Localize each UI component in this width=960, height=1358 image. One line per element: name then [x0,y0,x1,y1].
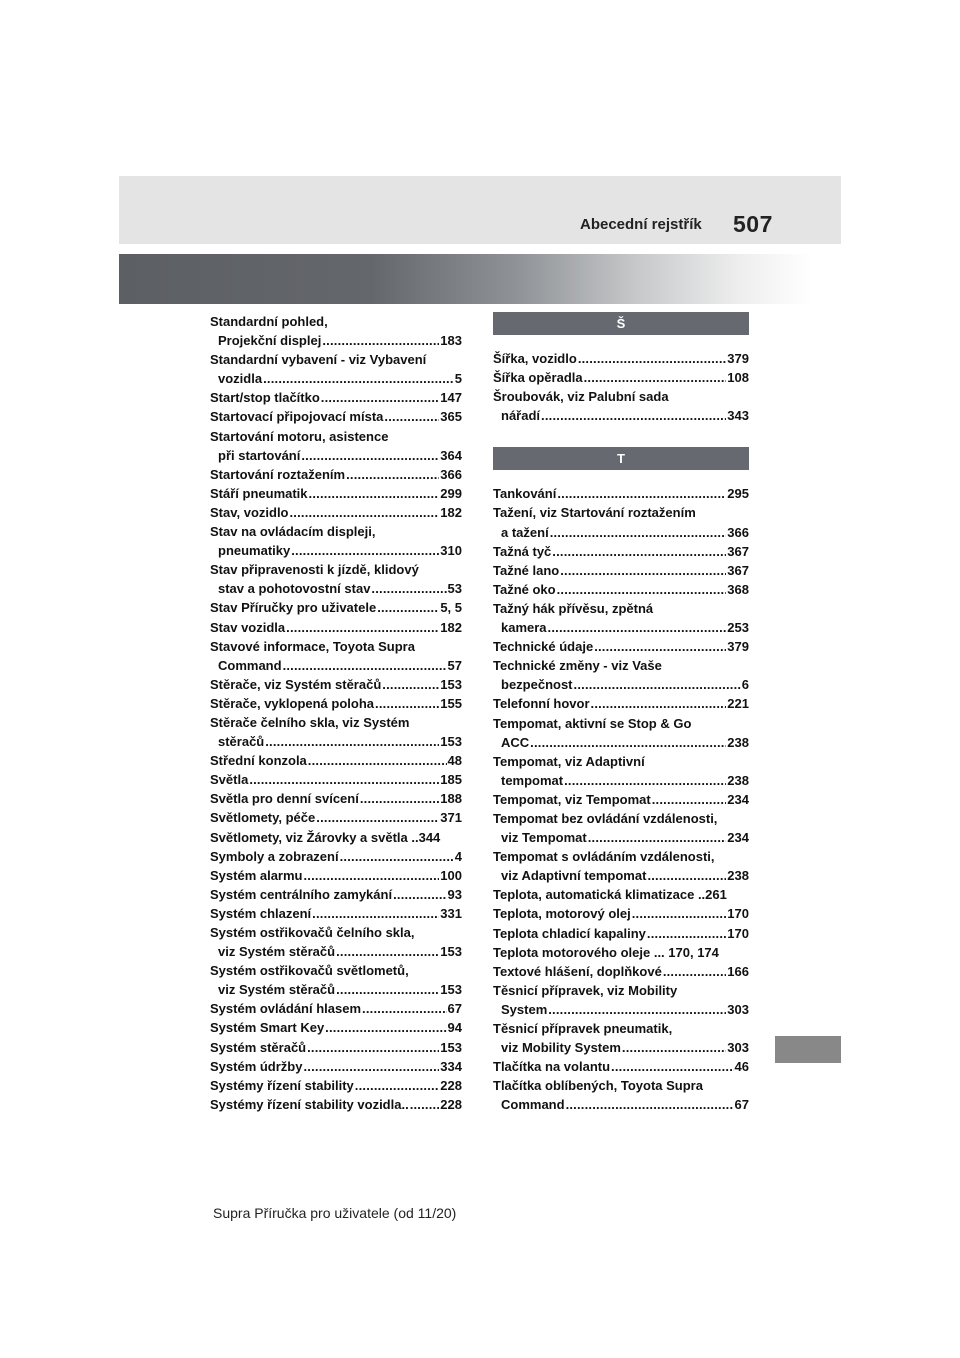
dot-leader [309,484,440,503]
dot-leader [611,1057,733,1076]
index-entry-text: Projekční displej [218,333,322,349]
index-entry [210,369,462,388]
index-entry [493,752,749,771]
index-entry-text: viz Systém stěračů [218,944,336,960]
index-entry [493,1000,749,1019]
index-entry [210,866,462,885]
index-entry [493,847,749,866]
index-entry [210,1076,462,1095]
index-entry-text: Start/stop tlačítko [210,390,320,406]
index-entry-text: Technické změny - viz Vaše [493,658,662,674]
dot-leader [316,808,439,827]
dot-leader [384,407,439,426]
index-entry-page: 303 [727,1040,749,1056]
index-entry-page: 379 [727,351,749,366]
index-entry-text: Tempomat, viz Tempomat [493,791,651,807]
index-entry-text: Tempomat, viz Adaptivní [493,753,645,769]
index-entry-text: Stav, vozidlo [210,504,289,520]
dot-leader [303,1057,439,1076]
index-entry-page: 365 [440,409,462,425]
dot-leader [652,790,727,809]
index-entry-page: 153 [440,944,462,960]
index-entry-page: 182 [440,619,462,635]
index-entry [210,1038,462,1057]
dot-leader [249,770,439,789]
index-entry-page: 331 [440,905,462,921]
index-entry [493,1057,749,1076]
index-entry [210,1057,462,1076]
index-entry [210,694,462,713]
index-entry-text: Stěrače, vyklopená poloha [210,695,375,711]
index-entry-text: Stavové informace, Toyota Supra [210,638,415,654]
index-entry [210,808,462,827]
dot-leader [557,580,727,599]
index-entry [210,1095,462,1114]
index-entry [210,923,462,942]
dot-leader [560,561,726,580]
dot-leader [594,637,726,656]
index-entry [210,942,462,961]
index-entry-text: Střední konzola [210,753,307,769]
index-entry [210,541,462,560]
index-entry-text: Tažná tyč [493,543,552,559]
index-entry [493,981,749,1000]
index-entry-text: Stav vozidla [210,619,286,635]
index-entry-page: 185 [440,772,462,788]
index-entry-page: 153 [440,734,462,750]
dot-leader [550,523,727,542]
index-entry-page: 93 [447,886,462,902]
index-entry-text: stav a pohotovostní stav [218,581,371,597]
index-entry [210,407,462,426]
index-entry [493,561,749,580]
index-entry [210,999,462,1018]
section-title: Abecední rejstřík [580,216,702,233]
index-letter-header: T [493,447,749,470]
index-entry-text: Textové hlášení, doplňkové [493,963,662,979]
index-entry-page: 253 [727,620,749,636]
index-entry-page: 4 [454,848,462,864]
dot-leader [290,503,440,522]
index-entry [210,598,462,617]
index-entry-page: 364 [440,447,462,463]
index-entry-page: 367 [727,543,749,559]
index-entry [210,904,462,923]
index-entry-page: 48 [447,753,462,769]
index-entry-text: Systémy řízení stability vozidla.. [210,1096,409,1112]
index-entry [210,1018,462,1037]
index-entry-text: viz Tempomat [501,830,587,846]
index-entry [210,579,462,598]
index-entry-page: 182 [440,504,462,520]
index-entry-text: Stav připravenosti k jízdě, klidový [210,562,419,578]
index-entry-page: 108 [727,370,749,386]
index-entry-page: 153 [440,676,462,692]
dot-leader [382,675,439,694]
index-entry-text: Symboly a zobrazení [210,848,339,864]
dot-leader [647,866,726,885]
index-entry-page: 238 [727,734,749,750]
index-entry-page: 166 [727,963,749,979]
index-entry [210,656,462,675]
index-entry [210,484,462,503]
index-entry [493,387,749,406]
dot-leader [307,1038,439,1057]
index-entry-text: Šroubovák, viz Palubní sada [493,389,669,405]
index-entry [210,675,462,694]
index-entry-page: 379 [727,639,749,655]
dot-leader [566,1095,734,1114]
index-entry-text: a tažení [501,524,549,540]
index-entry-text: Světlomety, péče [210,810,316,826]
dot-leader [578,349,726,368]
index-entry [493,809,749,828]
index-entry-text: Stáří pneumatik [210,485,308,501]
index-entry [210,350,462,369]
index-column-left [210,312,462,1114]
index-entry [210,847,462,866]
index-entry [493,714,749,733]
index-entry-text: při startování [218,447,301,463]
dot-leader [312,904,439,923]
index-entry-page: 334 [440,1058,462,1074]
page-number: 507 [733,211,773,237]
index-entry [493,924,749,943]
index-entry-text: Teplota chladicí kapaliny [493,925,646,941]
dot-leader [291,541,439,560]
index-entry [493,675,749,694]
index-entry-text: nářadí [501,408,541,424]
index-entry [210,312,462,331]
dot-leader [663,962,726,981]
index-entry-text: Šířka, vozidlo [493,351,577,366]
index-letter-header: Š [493,312,749,335]
dot-leader [622,1038,726,1057]
dot-leader [375,694,439,713]
index-entry-text: Teplota, motorový olej [493,906,631,922]
index-entry [493,637,749,656]
index-entry-text: Systém chlazení [210,905,312,921]
index-entry-page: 147 [440,390,462,406]
index-entry [493,503,749,522]
dot-leader [410,1095,440,1114]
index-entry-text: viz Systém stěračů [218,982,336,998]
index-entry-text: Systém údržby [210,1058,303,1074]
index-entry-text: Tempomat, aktivní se Stop & Go [493,715,692,731]
dot-leader [552,542,726,561]
dot-leader [588,828,727,847]
dot-leader [530,733,726,752]
index-entry-text: Telefonní hovor [493,696,590,712]
index-entry-text: Tažení, viz Startování roztažením [493,505,696,521]
index-entry-page: 234 [727,830,749,846]
dot-leader [321,388,440,407]
index-entry-page: 299 [440,485,462,501]
index-entry [493,694,749,713]
index-entry-page: 367 [727,562,749,578]
index-entry-text: Startování roztažením [210,466,346,482]
index-entry-text: Stav Příručky pro uživatele [210,600,377,616]
index-entry [493,580,749,599]
index-entry [210,713,462,732]
index-entry-page: 228 [440,1077,462,1093]
dot-leader [647,924,726,943]
index-entry-text: Tlačítka oblíbených, Toyota Supra [493,1078,703,1094]
index-entry [493,542,749,561]
index-entry [210,446,462,465]
index-entry [493,904,749,923]
index-entry [210,770,462,789]
index-entry-text: Systém ostřikovačů čelního skla, [210,925,415,940]
index-entry-text: Stěrače čelního skla, viz Systém [210,714,410,730]
index-entry-text: Světla pro denní svícení [210,791,359,807]
dot-leader [346,465,439,484]
index-entry [210,465,462,484]
index-entry-page: 67 [734,1097,749,1113]
index-entry [493,656,749,675]
index-entry-page: 234 [727,791,749,807]
index-entry [493,523,749,542]
index-entry-page: 53 [447,581,462,597]
dot-leader [557,484,726,503]
dot-leader [541,406,726,425]
index-entry-page: 295 [727,486,749,502]
index-entry [493,1038,749,1057]
index-entry [493,885,749,904]
dot-leader [355,1076,440,1095]
dot-leader [548,1000,726,1019]
index-entry-text: Světla [210,772,249,788]
index-entry-text: Tlačítka na volantu [493,1059,611,1075]
index-entry [210,522,462,541]
dot-leader [286,618,439,637]
index-entry-text: Teplota motorového oleje ... 170, 174 [493,944,719,960]
index-entry [493,1019,749,1038]
index-entry [493,771,749,790]
index-entry [493,943,749,962]
index-entry [493,733,749,752]
index-entry-text: stěračů [218,734,265,750]
index-entry-text: Command [501,1097,565,1113]
index-entry-text: Command [218,657,282,673]
index-entry-page: 46 [734,1059,749,1075]
index-entry-text: Systém stěračů [210,1039,307,1055]
index-entry [210,885,462,904]
index-entry-text: Tankování [493,486,557,502]
index-entry-text: Systém ovládání hlasem [210,1001,362,1017]
index-entry [210,828,462,847]
index-entry [493,790,749,809]
dot-leader [336,980,439,999]
index-entry-text: Technické údaje [493,639,594,655]
index-entry-page: 366 [727,524,749,540]
index-entry [493,484,749,503]
index-entry-text: Tempomat bez ovládání vzdálenosti, [493,810,718,826]
index-entry-page: 100 [440,867,462,883]
index-entry-page: 228 [440,1096,462,1112]
index-entry-text: Teplota, automatická klimatizace ..261 [493,887,727,903]
index-entry-text: bezpečnost [501,677,573,693]
index-entry [210,751,462,770]
index-entry-text: Stav na ovládacím displeji, [210,524,376,540]
index-entry [493,368,749,387]
index-entry-text: viz Adaptivní tempomat [501,868,647,884]
index-entry-text: Světlomety, viz Žárovky a světla ..344 [210,829,441,845]
index-entry-text: Systém centrálního zamykání [210,886,393,902]
index-entry-page: 94 [447,1020,462,1036]
dot-leader [304,866,440,885]
index-entry-text: Startování motoru, asistence [210,428,389,444]
index-entry [210,980,462,999]
index-entry [493,349,749,368]
index-entry-page: 303 [727,1001,749,1017]
index-entry-text: ACC [501,734,530,750]
index-entry [493,618,749,637]
index-entry-page: 153 [440,1039,462,1055]
index-entry [210,789,462,808]
index-entry-page: 170 [727,906,749,922]
dot-leader [362,999,447,1018]
index-entry [210,637,462,656]
index-entry [493,962,749,981]
footer-text: Supra Příručka pro uživatele (od 11/20) [213,1205,457,1221]
index-entry-page: 155 [440,695,462,711]
index-column-right [493,312,749,1114]
index-entry-page: 221 [727,696,749,712]
index-entry-page: 67 [447,1001,462,1017]
index-entry [493,1095,749,1114]
index-entry-page: 368 [727,581,749,597]
index-entry-page: 238 [727,772,749,788]
dot-leader [322,331,439,350]
index-entry [210,732,462,751]
index-entry-text: Startovací připojovací místa [210,409,384,425]
dot-leader [336,942,439,961]
chapter-side-tab [775,1036,841,1063]
dot-leader [591,694,727,713]
dot-leader [283,656,447,675]
dot-leader [265,732,439,751]
index-entry-text: Těsnicí přípravek pneumatik, [493,1021,673,1036]
index-entry [210,388,462,407]
index-entry-text: Systém alarmu [210,867,303,883]
index-entry-page: 170 [727,925,749,941]
index-entry-text: vozidla [218,371,263,387]
dot-leader [564,771,726,790]
index-entry-text: tempomat [501,772,564,788]
index-entry-text: Těsnicí přípravek, viz Mobility [493,982,678,998]
dot-leader [548,618,727,637]
index-entry-page: 188 [440,791,462,807]
index-entry-text: Šířka opěradla [493,370,583,386]
dot-leader [377,598,439,617]
index-entry-text: Systém ostřikovačů světlometů, [210,963,409,979]
index-entry-text: Stěrače, viz Systém stěračů [210,676,382,692]
index-entry [210,560,462,579]
dot-leader [574,675,741,694]
index-entry-page: 5 [454,371,462,387]
dot-leader [340,847,454,866]
index-entry-text: Systémy řízení stability [210,1077,354,1093]
dot-leader [632,904,727,923]
index-entry-page: 343 [727,408,749,424]
index-entry [493,406,749,425]
index-entry-text: Systém Smart Key [210,1020,325,1036]
index-entry [210,331,462,350]
index-entry [493,599,749,618]
dot-leader [360,789,439,808]
index-entry [493,1076,749,1095]
dot-leader [301,446,439,465]
index-entry-text: System [501,1001,548,1017]
index-entry [493,866,749,885]
index-entry-page: 183 [440,333,462,349]
dot-leader [584,368,727,387]
index-entry [210,427,462,446]
decorative-gradient-bar [119,254,841,304]
index-entry-page: 371 [440,810,462,826]
index-entry-text: Standardní vybavení - viz Vybavení [210,352,427,368]
index-entry [210,618,462,637]
index-entry-page: 153 [440,982,462,998]
index-entry-page: 366 [440,466,462,482]
index-entry [210,503,462,522]
index-entry-page: 310 [440,543,462,559]
index-entry [493,828,749,847]
index-entry-page: 238 [727,868,749,884]
index-entry-page: 5, 5 [440,600,462,616]
index-entry-text: viz Mobility System [501,1040,621,1056]
dot-leader [263,369,454,388]
dot-leader [393,885,446,904]
index-entry-text: Tažný hák přívěsu, zpětná [493,600,654,616]
index-entry-page: 6 [741,677,749,693]
index-entry-text: Tempomat s ovládáním vzdálenosti, [493,849,715,865]
index-entry-text: Tažné oko [493,581,556,597]
index-entry [210,961,462,980]
dot-leader [308,751,447,770]
index-entry-page: 57 [447,657,462,673]
index-entry-text: pneumatiky [218,543,291,559]
index-entry-text: Tažné lano [493,562,560,578]
dot-leader [325,1018,446,1037]
dot-leader [371,579,446,598]
index-entry-text: kamera [501,620,547,636]
index-entry-text: Standardní pohled, [210,314,328,329]
